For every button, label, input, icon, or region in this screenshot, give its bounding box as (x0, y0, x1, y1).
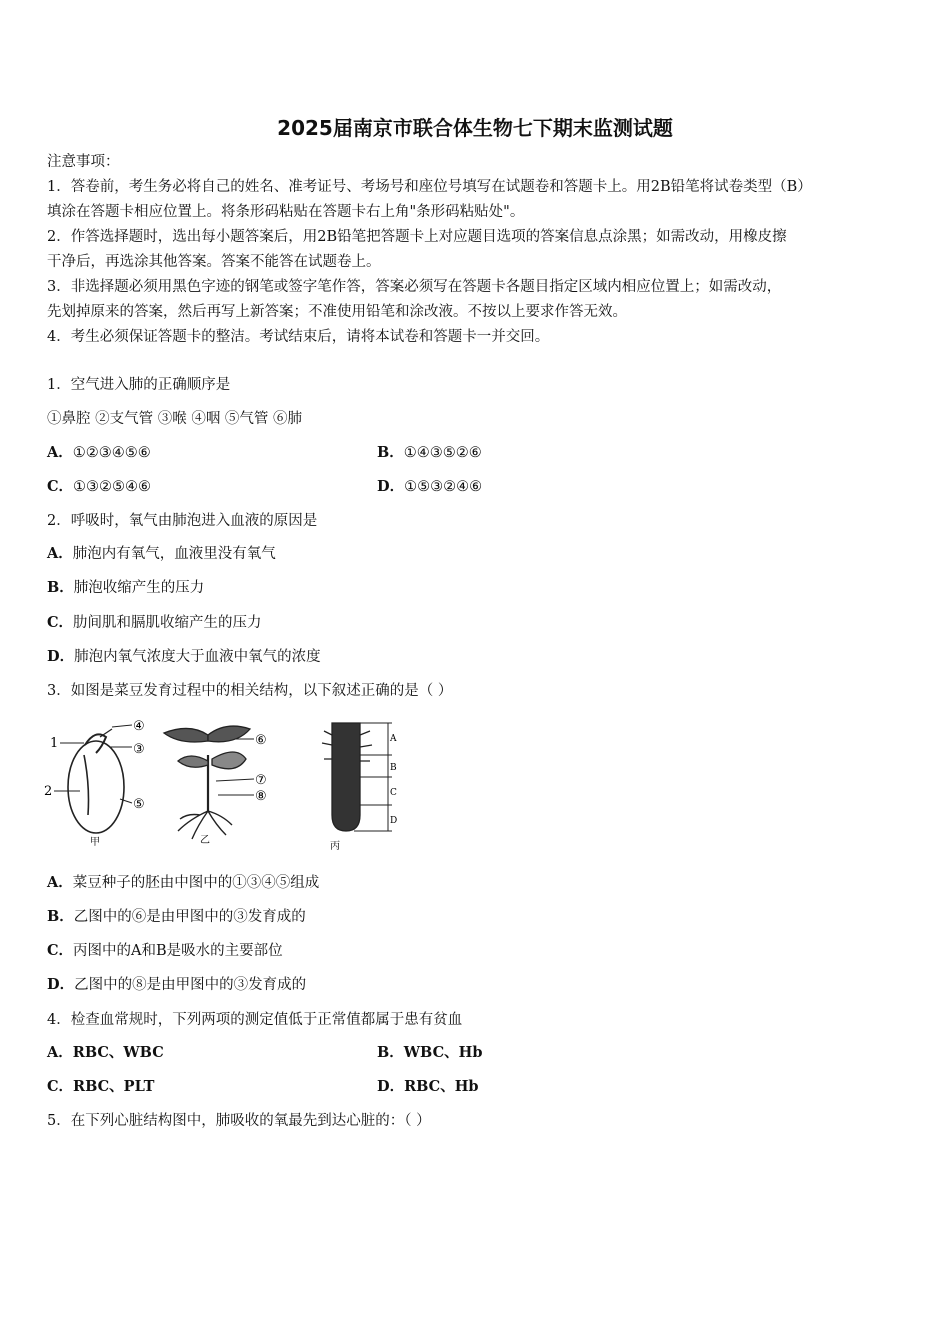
option-text: 肺泡内有氧气，血液里没有氧气 (72, 546, 276, 562)
q3-option-c (47, 939, 283, 963)
notice-line: 先划掉原来的答案，然后再写上新答案；不准使用铅笔和涂改液。不按以上要求作答无效。 (47, 304, 627, 320)
notice-line: 2．作答选择题时，选出每小题答案后，用2B铅笔把答题卡上对应题目选项的答案信息点涂黑；如需改动，用橡皮擦 (47, 229, 787, 245)
zone-c: C (390, 788, 397, 798)
q4-option-a (47, 1041, 164, 1065)
q2-option-a (47, 542, 276, 566)
notice-line: 1．答卷前，考生务必将自己的姓名、准考证号、考场号和座位号填写在试题卷和答题卡上。用2B铅笔将试卷类型（B） (47, 179, 812, 195)
q5-stem: 5．在下列心脏结构图中，肺吸收的氧最先到达心脏的：（ ） (47, 1113, 431, 1129)
caption-bing: 丙 (330, 841, 340, 852)
q4-stem: 4．检查血常规时，下列两项的测定值低于正常值都属于患有贫血 (47, 1012, 463, 1028)
q1-option-d (377, 475, 482, 499)
option-label: C． (47, 1078, 74, 1095)
option-label: A． (47, 545, 73, 562)
q4-option-b (377, 1041, 482, 1065)
q3-option-b (47, 905, 306, 929)
option-text: 乙图中的⑥是由甲图中的③发育成的 (73, 909, 306, 925)
q3-stem: 3．如图是菜豆发育过程中的相关结构，以下叙述正确的是（ ） (47, 683, 453, 699)
q4-option-c (47, 1075, 154, 1099)
caption-jia: 甲 (90, 837, 100, 848)
q1-option-a (47, 441, 151, 465)
page-title: 2025届南京市联合体生物七下期末监测试题 (277, 116, 673, 140)
option-text: 肋间肌和膈肌收缩产生的压力 (73, 615, 262, 631)
label-4: ④ (133, 719, 145, 734)
option-label: B． (47, 908, 74, 925)
option-label: D． (47, 648, 75, 665)
label-6: ⑥ (255, 733, 267, 748)
option-label: D． (377, 478, 405, 495)
seed-diagram (54, 725, 132, 833)
option-label: A． (47, 874, 73, 891)
option-text: ①③②⑤④⑥ (73, 479, 152, 495)
option-text: 乙图中的⑧是由甲图中的③发育成的 (74, 977, 307, 993)
option-label: D． (47, 976, 75, 993)
option-label: C． (47, 614, 74, 631)
option-text: RBC、WBC (72, 1044, 164, 1061)
q2-stem: 2．呼吸时，氧气由肺泡进入血液的原因是 (47, 513, 318, 529)
option-text: 丙图中的A和B是吸水的主要部位 (73, 943, 283, 959)
notice-line: 填涂在答题卡相应位置上。将条形码粘贴在答题卡右上角"条形码粘贴处"。 (47, 204, 525, 220)
label-7: ⑦ (255, 773, 267, 788)
label-2: 2 (44, 784, 53, 799)
option-label: B． (377, 444, 404, 461)
option-label: A． (47, 1044, 73, 1061)
notice-line: 4．考生必须保证答题卡的整洁。考试结束后，请将本试卷和答题卡一并交回。 (47, 329, 550, 345)
option-text: ①②③④⑤⑥ (72, 445, 151, 461)
seedling-diagram (164, 726, 254, 839)
option-text: WBC、Hb (403, 1044, 483, 1061)
root-tip-diagram (322, 723, 392, 831)
caption-yi: 乙 (200, 835, 210, 846)
notice-line: 干净后，再选涂其他答案。答案不能答在试题卷上。 (47, 254, 381, 270)
q3-option-a (47, 871, 319, 895)
notice-section (47, 150, 905, 350)
q2-option-b (47, 576, 204, 600)
option-label: B． (47, 579, 74, 596)
option-text: 肺泡内氧气浓度大于血液中氧气的浓度 (74, 649, 321, 665)
bean-development-figure (40, 715, 420, 855)
q2-option-d (47, 645, 321, 669)
label-1: 1 (50, 736, 59, 751)
zone-b: B (390, 763, 397, 773)
option-label: C． (47, 478, 74, 495)
option-label: D． (377, 1078, 405, 1095)
option-text: ①⑤③②④⑥ (404, 479, 483, 495)
q2-option-c (47, 611, 262, 635)
zone-a: A (390, 734, 397, 744)
option-text: RBC、Hb (404, 1078, 479, 1095)
option-label: C． (47, 942, 74, 959)
option-label: A． (47, 444, 73, 461)
option-text: 菜豆种子的胚由中图中的①③④⑤组成 (72, 875, 320, 891)
q1-option-c (47, 475, 151, 499)
notice-line: 3．非选择题必须用黑色字迹的钢笔或签字笔作答，答案必须写在答题卡各题目指定区域内相应位置上；如需改动， (47, 279, 782, 295)
q1-items: ①鼻腔 ②支气管 ③喉 ④咽 ⑤气管 ⑥肺 (47, 411, 303, 427)
zone-d: D (390, 816, 398, 826)
option-text: RBC、PLT (73, 1078, 155, 1095)
label-8: ⑧ (255, 789, 267, 804)
q4-option-d (377, 1075, 479, 1099)
label-5: ⑤ (133, 797, 145, 812)
q1-option-b (377, 441, 482, 465)
notice-heading: 注意事项： (47, 154, 120, 170)
option-text: 肺泡收缩产生的压力 (73, 580, 205, 596)
option-text: ①④③⑤②⑥ (403, 445, 482, 461)
option-label: B． (377, 1044, 404, 1061)
q3-option-d (47, 973, 306, 997)
label-3: ③ (133, 742, 145, 757)
q1-stem: 1．空气进入肺的正确顺序是 (47, 377, 231, 393)
